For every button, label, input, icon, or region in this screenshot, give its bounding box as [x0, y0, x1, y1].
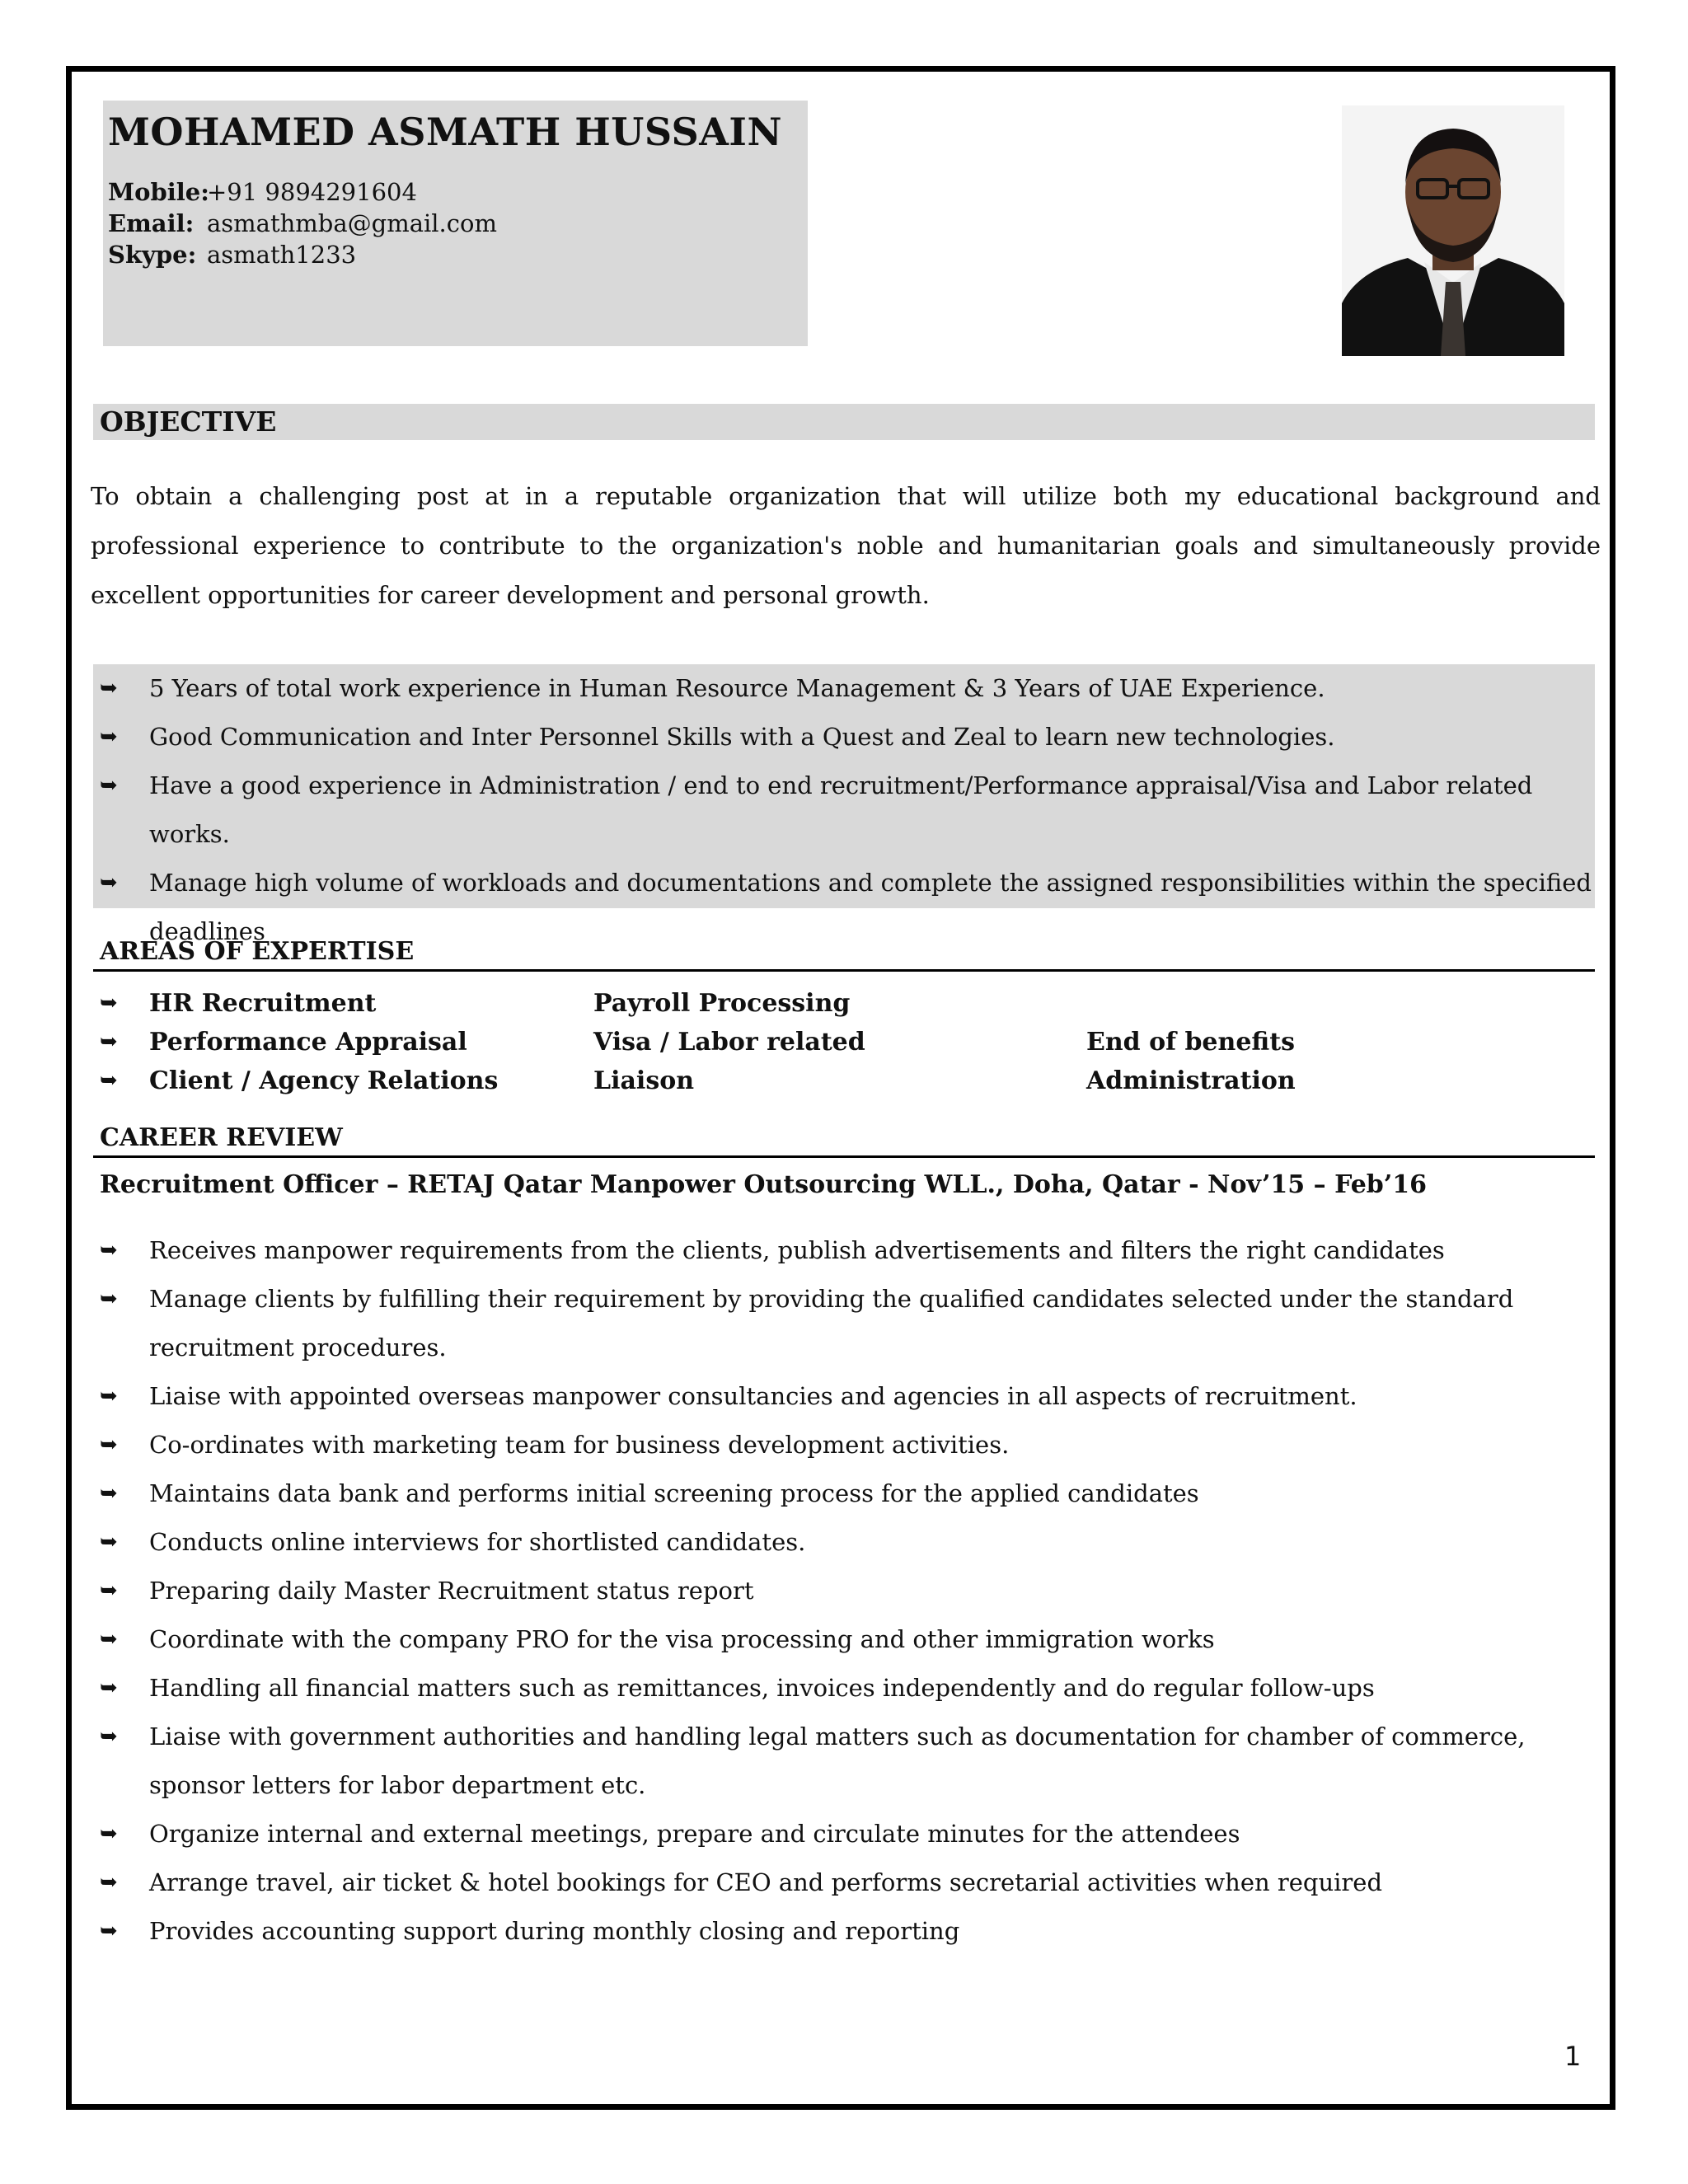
candidate-name: MOHAMED ASMATH HUSSAIN: [108, 110, 782, 154]
objective-heading: OBJECTIVE: [93, 404, 1595, 440]
arrow-bullet-icon: ➥: [100, 1068, 118, 1093]
skype-label: Skype:: [108, 241, 197, 269]
job-title: Recruitment Officer – RETAJ Qatar Manpower Outsourcing WLL., Doha, Qatar - Nov’15 – Feb’16: [100, 1170, 1427, 1199]
arrow-bullet-icon: ➥: [100, 1530, 118, 1554]
arrow-bullet-icon: ➥: [100, 724, 118, 749]
arrow-bullet-icon: ➥: [100, 1029, 118, 1054]
skype-value: asmath1233: [207, 241, 357, 269]
arrow-bullet-icon: ➥: [100, 1432, 118, 1457]
expertise-row: [93, 1062, 1595, 1100]
expertise-row: [93, 1023, 1595, 1062]
mobile-label: Mobile:: [108, 178, 209, 206]
career-heading: CAREER REVIEW: [93, 1121, 1595, 1158]
list-item: ➥ Have a good experience in Administration / end to end recruitment/Performance appraisal/Visa and Labor related works.: [93, 762, 1595, 859]
duties-block: [93, 1226, 1595, 1956]
list-item: ➥ Maintains data bank and performs initial screening process for the applied candidates: [93, 1469, 1595, 1518]
highlights-list: [93, 664, 1595, 956]
contact-header: [103, 101, 808, 346]
list-item: ➥ Liaise with government authorities and handling legal matters such as documentation for chamber of commerce, sponsor letters for labor department etc.: [93, 1713, 1595, 1810]
arrow-bullet-icon: ➥: [100, 1919, 118, 1943]
list-item: ➥ Manage high volume of workloads and documentations and complete the assigned responsibilities within the specified deadlines: [93, 859, 1595, 956]
arrow-bullet-icon: ➥: [100, 1238, 118, 1263]
arrow-bullet-icon: ➥: [100, 870, 118, 895]
list-item: ➥ Provides accounting support during monthly closing and reporting: [93, 1907, 1595, 1956]
mobile-row: [108, 176, 803, 208]
profile-photo: [1342, 105, 1564, 356]
expertise-item: Payroll Processing: [593, 989, 851, 1018]
page-number: 1: [1564, 2041, 1582, 2072]
list-item: ➥ Co-ordinates with marketing team for business development activities.: [93, 1421, 1595, 1469]
expertise-item: Administration: [1086, 1066, 1296, 1095]
arrow-bullet-icon: ➥: [100, 1724, 118, 1749]
list-item: ➥ Conducts online interviews for shortlisted candidates.: [93, 1518, 1595, 1567]
highlights-box: [93, 664, 1595, 945]
list-item: ➥ Organize internal and external meetings, prepare and circulate minutes for the attendees: [93, 1810, 1595, 1858]
expertise-grid: [93, 984, 1595, 1100]
arrow-bullet-icon: ➥: [100, 1578, 118, 1603]
arrow-bullet-icon: ➥: [100, 1286, 118, 1311]
email-label: Email:: [108, 209, 195, 237]
arrow-bullet-icon: ➥: [100, 676, 118, 701]
mobile-value: +91 9894291604: [207, 178, 417, 206]
expertise-item: Visa / Labor related: [593, 1028, 865, 1057]
arrow-bullet-icon: ➥: [100, 1870, 118, 1895]
expertise-heading: AREAS OF EXPERTISE: [93, 935, 1595, 972]
expertise-item: Liaison: [593, 1066, 695, 1095]
list-item: ➥ Handling all financial matters such as remittances, invoices independently and do regular follow-ups: [93, 1664, 1595, 1713]
objective-text: To obtain a challenging post at in a reputable organization that will utilize both my educational background and professional experience to contribute to the organization's noble and humanitarian goals and simultaneously provide excellent opportunities for career development and personal growth.: [91, 482, 1601, 609]
list-item: ➥ Receives manpower requirements from the clients, publish advertisements and filters the right candidates: [93, 1226, 1595, 1275]
email-value: asmathmba@gmail.com: [207, 209, 497, 237]
list-item: ➥ 5 Years of total work experience in Human Resource Management & 3 Years of UAE Experience.: [93, 664, 1595, 713]
duties-list: [93, 1226, 1595, 1956]
arrow-bullet-icon: ➥: [100, 773, 118, 798]
expertise-item: Client / Agency Relations: [149, 1066, 499, 1095]
arrow-bullet-icon: ➥: [100, 991, 118, 1015]
expertise-item: End of benefits: [1086, 1028, 1295, 1057]
list-item: ➥ Coordinate with the company PRO for the visa processing and other immigration works: [93, 1615, 1595, 1664]
list-item: ➥ Liaise with appointed overseas manpower consultancies and agencies in all aspects of recruitment.: [93, 1372, 1595, 1421]
profile-photo-drawing: [1342, 105, 1564, 356]
arrow-bullet-icon: ➥: [100, 1627, 118, 1652]
arrow-bullet-icon: ➥: [100, 1384, 118, 1408]
list-item: ➥ Arrange travel, air ticket & hotel bookings for CEO and performs secretarial activities when required: [93, 1858, 1595, 1907]
list-item: ➥ Manage clients by fulfilling their requirement by providing the qualified candidates selected under the standard recruitment procedures.: [93, 1275, 1595, 1372]
expertise-item: Performance Appraisal: [149, 1028, 467, 1057]
expertise-row: [93, 984, 1595, 1023]
list-item: ➥ Preparing daily Master Recruitment status report: [93, 1567, 1595, 1615]
skype-row: [108, 239, 803, 270]
email-row: [108, 208, 803, 239]
arrow-bullet-icon: ➥: [100, 1675, 118, 1700]
arrow-bullet-icon: ➥: [100, 1481, 118, 1506]
arrow-bullet-icon: ➥: [100, 1821, 118, 1846]
list-item: ➥ Good Communication and Inter Personnel Skills with a Quest and Zeal to learn new technologies.: [93, 713, 1595, 762]
expertise-item: HR Recruitment: [149, 989, 377, 1018]
